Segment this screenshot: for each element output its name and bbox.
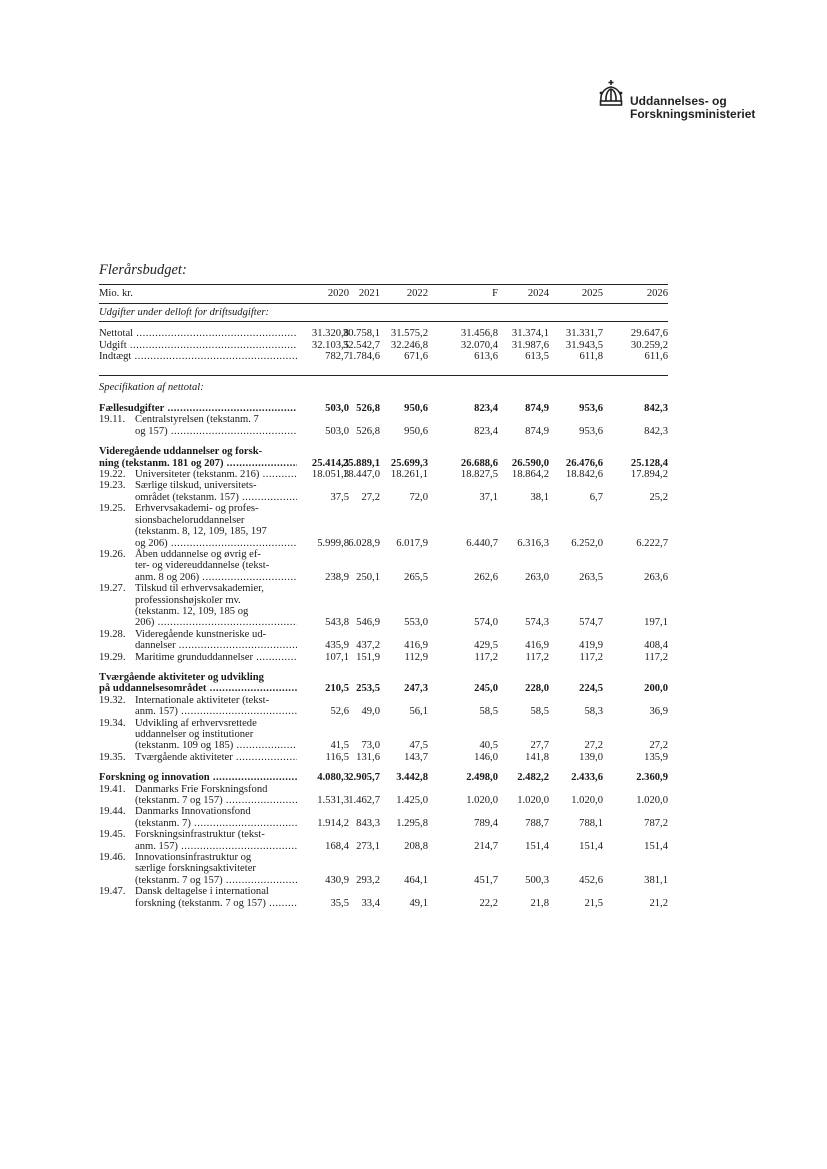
account-code: 19.27. [99,583,126,595]
account-code: 19.26. [99,548,126,560]
row-label-line: Forskning og innovation ..... [99,772,297,783]
value-cell: 18.261,1 [390,469,428,481]
row-label-line: Tilskud til erhvervsakademier, [135,583,264,595]
value-cell: 31.987,6 [511,339,549,351]
value-cell: 31.320,8 [311,328,349,340]
value-cell: 32.103,5 [311,339,349,351]
summary-rows [99,328,668,362]
value-cell: 32.542,7 [342,339,380,351]
value-cell: 47,5 [409,740,428,752]
row-label-line: Danmarks Frie Forskningsfond [135,783,268,795]
value-cell: 31.943,5 [565,339,603,351]
value-cell: 263,6 [644,571,668,583]
row-label [99,752,297,763]
value-cell: 1.914,2 [317,817,349,829]
value-cell: 31.575,2 [390,328,428,340]
year-header: 2022 [406,288,428,299]
year-header: 2025 [581,288,603,299]
value-cell: 151,4 [525,840,549,852]
row-label-line: (tekstanm. 7) ..... [135,818,297,829]
table-row [99,886,668,909]
summary-row [99,351,668,362]
value-cell: 3.442,8 [396,772,428,784]
table-row [99,852,668,886]
value-cell: 416,9 [525,640,549,652]
row-label-line: (tekstanm. 7 og 157) ..... [135,875,297,886]
value-cell: 526,8 [356,403,380,415]
row-label [99,503,297,549]
value-cell: 25.414,3 [311,457,349,469]
value-cell: 238,9 [325,571,349,583]
value-cell: 263,0 [525,571,549,583]
value-cell: 950,6 [404,403,428,415]
value-cell: 25.128,4 [630,457,668,469]
row-label [99,772,297,783]
account-code: 19.23. [99,480,126,492]
value-cell: 49,0 [361,706,380,718]
value-cell: 2.360,9 [636,772,668,784]
row-label [99,718,297,752]
row-label-line: (tekstanm. 12, 109, 185 og [135,605,249,617]
value-cell: 31.331,7 [565,328,603,340]
value-cell: 117,2 [474,651,498,663]
value-cell: 117,2 [644,651,668,663]
value-cell: 214,7 [474,840,498,852]
account-code: 19.25. [99,503,126,515]
value-cell: 107,1 [325,651,349,663]
year-header: 2026 [646,288,668,299]
value-cell: 874,9 [525,403,549,415]
value-cell: 452,6 [579,874,603,886]
value-cell: 146,0 [474,751,498,763]
row-label [99,806,297,829]
value-cell: 38,1 [530,491,549,503]
row-label [99,446,297,469]
spec-heading: Specifikation af nettotal: [99,375,668,393]
value-cell: 151,9 [356,651,380,663]
value-cell: 40,5 [479,740,498,752]
table-row [99,695,668,718]
value-cell: 139,0 [579,751,603,763]
value-cell: 574,3 [525,617,549,629]
value-cell: 18.051,3 [311,469,349,481]
value-cell: 29.647,6 [630,328,668,340]
value-cell: 2.433,6 [571,772,603,784]
table-row [99,752,668,763]
table-row [99,480,668,503]
row-label [99,886,297,909]
value-cell: 250,1 [356,571,380,583]
value-cell: 18.447,0 [342,469,380,481]
value-cell: 49,1 [409,897,428,909]
row-label-line: uddannelser og institutioner [135,729,254,740]
table-row [99,718,668,752]
value-cell: 41,5 [330,740,349,752]
value-cell: 112,9 [404,651,428,663]
table-row [99,583,668,629]
ministry-logo [597,79,756,123]
value-cell: 37,1 [479,491,498,503]
row-label [99,672,297,695]
row-label-line: Fællesudgifter ..... [99,403,297,414]
value-cell: 6.316,3 [517,537,549,549]
value-cell: 503,0 [325,403,349,415]
value-cell: 408,4 [644,640,668,652]
account-code: 19.41. [99,783,126,795]
value-cell: 526,8 [356,425,380,437]
value-cell: 73,0 [361,740,380,752]
row-label-line: (tekstanm. 109 og 185) ..... [135,740,297,751]
page-title: Flerårsbudget: [99,262,187,278]
value-cell: 782,7 [325,351,349,363]
value-cell: 25,2 [649,491,668,503]
year-header: 2024 [527,288,549,299]
account-code: 19.47. [99,886,126,898]
row-label-line: Dansk deltagelse i international [135,886,269,898]
value-cell: 787,2 [644,817,668,829]
account-code: 19.28. [99,628,126,640]
account-code: 19.29. [99,651,126,663]
row-label [99,652,297,663]
row-label-line: og 206) ..... [135,538,297,549]
value-cell: 31.374,1 [511,328,549,340]
year-header: F [492,288,498,299]
value-cell: 1.020,0 [517,795,549,807]
value-cell: 30.259,2 [630,339,668,351]
row-label-line: på uddannelsesområdet ..... [99,683,297,694]
value-cell: 56,1 [409,706,428,718]
logo-line-2: Forskningsministeriet [630,107,756,121]
value-cell: 168,4 [325,840,349,852]
value-cell: 18.842,6 [565,469,603,481]
row-label [99,469,297,480]
value-cell: 72,0 [409,491,428,503]
value-cell: 33,4 [361,897,380,909]
row-label [99,340,297,351]
row-label [99,695,297,718]
value-cell: 788,1 [579,817,603,829]
row-label-line: anm. 8 og 206) ..... [135,572,297,583]
row-label [99,829,297,852]
value-cell: 151,4 [644,840,668,852]
row-label-line: (tekstanm. 7 og 157) ..... [135,795,297,806]
table-subtitle: Udgifter under delloft for driftsudgifter: [99,307,668,322]
value-cell: 141,8 [525,751,549,763]
row-label-line: ter- og videreuddannelse (tekst- [135,560,270,572]
logo-line-1: Uddannelses- og [630,94,727,108]
unit-label: Mio. kr. [99,288,133,299]
year-header: 2020 [327,288,349,299]
value-cell: 1.784,6 [348,351,380,363]
value-cell: 27,2 [649,740,668,752]
value-cell: 6.440,7 [466,537,498,549]
value-cell: 135,9 [644,751,668,763]
value-cell: 2.482,2 [517,772,549,784]
value-cell: 273,1 [356,840,380,852]
account-code: 19.11. [99,414,126,426]
table-header [99,284,668,304]
row-label-line: Forskningsinfrastruktur (tekst- [135,829,265,841]
value-cell: 788,7 [525,817,549,829]
group-total-row [99,772,668,783]
row-label-line: Erhvervsakademi- og profes- [135,503,259,515]
value-cell: 6.252,0 [571,537,603,549]
value-cell: 228,0 [525,683,549,695]
row-label [99,403,297,414]
value-cell: 5.999,8 [317,537,349,549]
value-cell: 574,0 [474,617,498,629]
account-code: 19.34. [99,717,126,729]
value-cell: 4.080,3 [317,772,349,784]
value-cell: 26.590,0 [511,457,549,469]
value-cell: 131,6 [356,751,380,763]
summary-row [99,328,668,339]
row-label-line: Udvikling af erhvervsrettede [135,717,257,729]
row-label-line: Indtægt ..... [99,351,297,362]
value-cell: 117,2 [525,651,549,663]
row-label-line: Særlige tilskud, universitets- [135,480,257,492]
row-label [99,784,297,807]
row-label-line: forskning (tekstanm. 7 og 157) ..... [135,898,297,909]
value-cell: 953,6 [579,403,603,415]
value-cell: 1.020,0 [636,795,668,807]
value-cell: 6.222,7 [636,537,668,549]
value-cell: 262,6 [474,571,498,583]
crown-icon [597,79,625,109]
row-label-line: anm. 157) ..... [135,706,297,717]
value-cell: 416,9 [404,640,428,652]
value-cell: 32.246,8 [390,339,428,351]
row-label-line: professionshøjskoler mv. [135,594,241,606]
account-code: 19.46. [99,852,126,864]
value-cell: 1.295,8 [396,817,428,829]
value-cell: 6.028,9 [348,537,380,549]
value-cell: 1.020,0 [466,795,498,807]
value-cell: 950,6 [404,425,428,437]
value-cell: 419,9 [579,640,603,652]
value-cell: 21,8 [530,897,549,909]
row-label-line: området (tekstanm. 157) ..... [135,492,297,503]
row-label [99,549,297,583]
value-cell: 26.688,6 [460,457,498,469]
value-cell: 464,1 [404,874,428,886]
table-row [99,629,668,652]
table-row [99,549,668,583]
value-cell: 26.476,6 [565,457,603,469]
value-cell: 253,5 [356,683,380,695]
value-cell: 293,2 [356,874,380,886]
value-cell: 58,3 [584,706,603,718]
row-label-line: Internationale aktiviteter (tekst- [135,694,270,706]
row-label-line: Åben uddannelse og øvrig ef- [135,548,261,560]
value-cell: 574,7 [579,617,603,629]
value-cell: 27,2 [584,740,603,752]
row-label-line: og 157) ..... [135,426,297,437]
row-label-line: Centralstyrelsen (tekstanm. 7 [135,414,259,426]
value-cell: 197,1 [644,617,668,629]
value-cell: 32.070,4 [460,339,498,351]
value-cell: 671,6 [404,351,428,363]
row-label-line: Innovationsinfrastruktur og [135,852,252,864]
value-cell: 789,4 [474,817,498,829]
value-cell: 21,2 [649,897,668,909]
value-cell: 37,5 [330,491,349,503]
value-cell: 435,9 [325,640,349,652]
row-label [99,480,297,503]
value-cell: 143,7 [404,751,428,763]
budget-table [99,284,668,909]
value-cell: 381,1 [644,874,668,886]
row-label-line: Videregående kunstneriske ud- [135,628,267,640]
table-row [99,469,668,480]
value-cell: 451,7 [474,874,498,886]
value-cell: 500,3 [525,874,549,886]
value-cell: 200,0 [644,683,668,695]
table-row [99,414,668,437]
value-cell: 17.894,2 [630,469,668,481]
row-label-line: dannelser ..... [135,640,297,651]
table-row [99,784,668,807]
value-cell: 58,5 [479,706,498,718]
row-label-line: (tekstanm. 8, 12, 109, 185, 197 [135,526,267,538]
value-cell: 429,5 [474,640,498,652]
value-cell: 18.827,5 [460,469,498,481]
value-cell: 2.905,7 [348,772,380,784]
table-row [99,503,668,549]
row-label-line: Maritime grunduddannelser ..... [135,652,297,663]
row-label-line: sionsbacheloruddannelser [135,514,245,526]
value-cell: 151,4 [579,840,603,852]
value-cell: 245,0 [474,683,498,695]
value-cell: 52,6 [330,706,349,718]
row-label-line: ning (tekstanm. 181 og 207) ..... [99,458,297,469]
value-cell: 208,8 [404,840,428,852]
table-row [99,829,668,852]
value-cell: 25.699,3 [390,457,428,469]
value-cell: 842,3 [644,403,668,415]
row-label [99,629,297,652]
row-label [99,351,297,362]
row-label-line: 206) ..... [135,617,297,628]
row-label-line: Danmarks Innovationsfond [135,806,251,818]
row-label-line: Universiteter (tekstanm. 216) ..... [135,469,297,480]
value-cell: 613,6 [474,351,498,363]
value-cell: 18.864,2 [511,469,549,481]
value-cell: 58,5 [530,706,549,718]
account-code: 19.44. [99,806,126,818]
account-code: 19.32. [99,694,126,706]
year-header: 2021 [358,288,380,299]
value-cell: 953,6 [579,425,603,437]
value-cell: 543,8 [325,617,349,629]
value-cell: 611,6 [644,351,668,363]
row-label-line: Videregående uddannelser og forsk- [99,446,263,458]
value-cell: 265,5 [404,571,428,583]
group-total-row [99,672,668,695]
summary-row [99,340,668,351]
value-cell: 210,5 [325,683,349,695]
value-cell: 843,3 [356,817,380,829]
value-cell: 25.889,1 [342,457,380,469]
row-label [99,583,297,629]
value-cell: 27,2 [361,491,380,503]
account-code: 19.35. [99,751,126,763]
value-cell: 6,7 [589,491,603,503]
value-cell: 437,2 [356,640,380,652]
row-label-line: Udgift ..... [99,340,297,351]
row-label [99,414,297,437]
value-cell: 27,7 [530,740,549,752]
value-cell: 613,5 [525,351,549,363]
row-label-line: særlige forskningsaktiviteter [135,863,256,875]
value-cell: 430,9 [325,874,349,886]
row-label-line: Nettotal ..... [99,328,297,339]
value-cell: 2.498,0 [466,772,498,784]
value-cell: 553,0 [404,617,428,629]
group-total-row [99,403,668,414]
value-cell: 611,8 [579,351,603,363]
value-cell: 21,5 [584,897,603,909]
value-cell: 823,4 [474,425,498,437]
value-cell: 546,9 [356,617,380,629]
row-label-line: Tværgående aktiviteter ..... [135,752,297,763]
table-row [99,806,668,829]
value-cell: 263,5 [579,571,603,583]
value-cell: 31.456,8 [460,328,498,340]
value-cell: 35,5 [330,897,349,909]
value-cell: 224,5 [579,683,603,695]
account-code: 19.22. [99,469,126,481]
value-cell: 6.017,9 [396,537,428,549]
value-cell: 116,5 [325,751,349,763]
value-cell: 117,2 [579,651,603,663]
value-cell: 1.462,7 [348,795,380,807]
row-label-line: Tværgående aktiviteter og udvikling [99,671,264,683]
value-cell: 823,4 [474,403,498,415]
row-label-line: anm. 157) ..... [135,841,297,852]
value-cell: 22,2 [479,897,498,909]
value-cell: 874,9 [525,425,549,437]
value-cell: 36,9 [649,706,668,718]
value-cell: 842,3 [644,425,668,437]
value-cell: 1.425,0 [396,795,428,807]
value-cell: 1.531,3 [317,795,349,807]
account-code: 19.45. [99,829,126,841]
value-cell: 30.758,1 [342,328,380,340]
group-total-row [99,446,668,469]
table-row [99,652,668,663]
value-cell: 247,3 [404,683,428,695]
spec-groups [99,399,668,909]
row-label [99,852,297,886]
value-cell: 503,0 [325,425,349,437]
row-label [99,328,297,339]
value-cell: 1.020,0 [571,795,603,807]
